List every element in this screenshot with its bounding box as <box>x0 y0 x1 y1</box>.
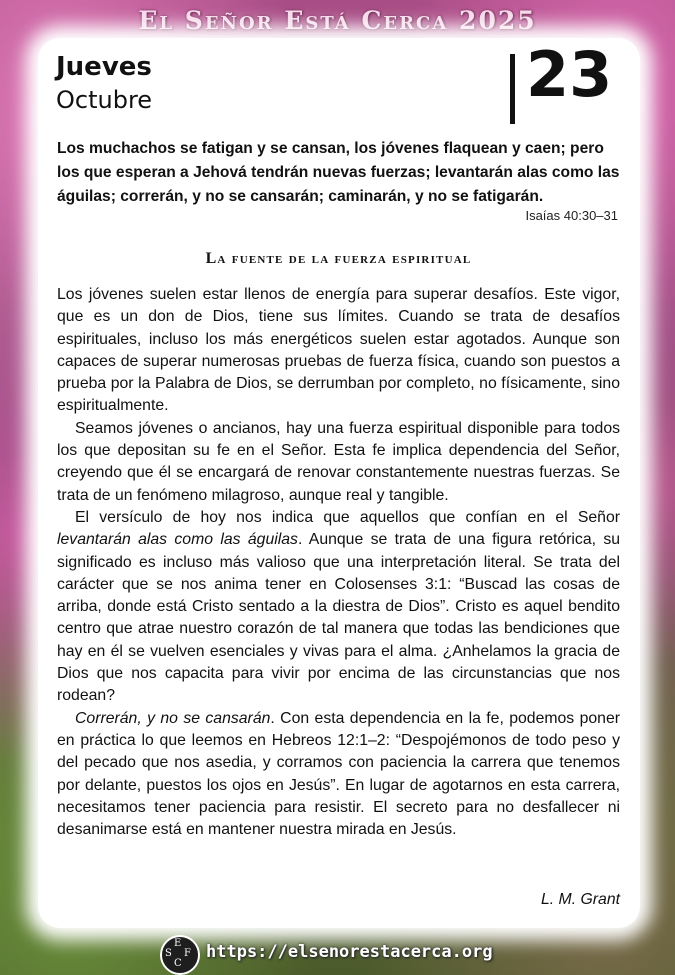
author: L. M. Grant <box>540 891 620 908</box>
website-link[interactable]: https://elsenorestacerca.org <box>206 942 493 962</box>
devotional-body <box>57 284 620 841</box>
logo-letter-c: C <box>174 958 182 969</box>
daily-verse: Los muchachos se fatigan y se cansan, los jóvenes flaquean y caen; pero los que esperan a Jehová tendrán nuevas fuerzas; levantarán alas como las águilas; correrán, y no se cansarán; caminarán, y no se fatigarán. <box>57 140 620 205</box>
paragraph-3-rest: . Aunque se trata de una figura retórica, su significado es incluso más valioso que una interpretación literal. Se trata del carácter que se nos anima tener en Colosenses 3:1: “Buscad las cosas de arriba, donde está Cristo sentado a la diestra de Dios”. Cristo es aquel bendito centro que atrae nuestro corazón de tal manera que todas las bendiciones que hay en él se vuelven esenciales y vivas para el alma. ¿Anhelamos la gracia de Dios que nos capacita para vivir por encima de las circunstancias que nos rodean? <box>57 531 621 705</box>
verse-reference: Isaías 40:30–31 <box>525 208 618 223</box>
section-title: La fuente de la fuerza espiritual <box>205 250 472 267</box>
paragraph-4-quote: Correrán, y no se cansarán <box>75 709 271 727</box>
paragraph-3-start: El versículo de hoy nos indica que aquellos que confían en el Señor <box>75 508 620 526</box>
logo-letter-f: F <box>184 948 191 959</box>
paragraph-4-rest: . Con esta dependencia en la fe, podemos poner en práctica lo que leemos en Hebreos 12:1–2: “Despojémonos de todo peso y del pecado que nos asedia, y corramos con paciencia la carrera que tenemos por delante, puestos los ojos en Jesús”. En lugar de agotarnos en esta carrera, necesitamos tener paciencia para resistir. El secreto para no desfallecer ni desanimarse está en mantener nuestra mirada en Jesús. <box>57 709 620 839</box>
day-number: 23 <box>526 38 613 111</box>
paragraph-2: Seamos jóvenes o ancianos, hay una fuerza espiritual disponible para todos los que depositan su fe en el Señor. Esta fe implica dependencia del Señor, creyendo que él se encargará de renovar constantemente nuestras fuerzas. Se trata de un fenómeno milagroso, aunque real y tangible. <box>57 419 620 504</box>
paragraph-4 <box>57 708 620 842</box>
paragraph-3 <box>57 507 620 708</box>
paragraph-3-quote: levantarán alas como las águilas <box>57 531 298 549</box>
month-name: Octubre <box>56 86 153 114</box>
day-name: Jueves <box>56 52 152 82</box>
header-title: El Señor Está Cerca 2025 <box>138 6 537 35</box>
date-divider <box>510 54 515 124</box>
logo-letter-s: S <box>165 948 172 959</box>
esfc-logo <box>160 935 200 975</box>
paragraph-1: Los jóvenes suelen estar llenos de energía para superar desafíos. Este vigor, que es un don de Dios, tiene sus límites. Cuando se trata de desafíos espirituales, incluso los más energéticos suelen estar agotados. Aunque son capaces de superar numerosas pruebas de fuerza física, cuando son puestos a prueba por la Palabra de Dios, se derrumban por completo, no físicamente, sino espiritualmente. <box>57 286 620 415</box>
logo-letter-e: E <box>174 938 182 949</box>
